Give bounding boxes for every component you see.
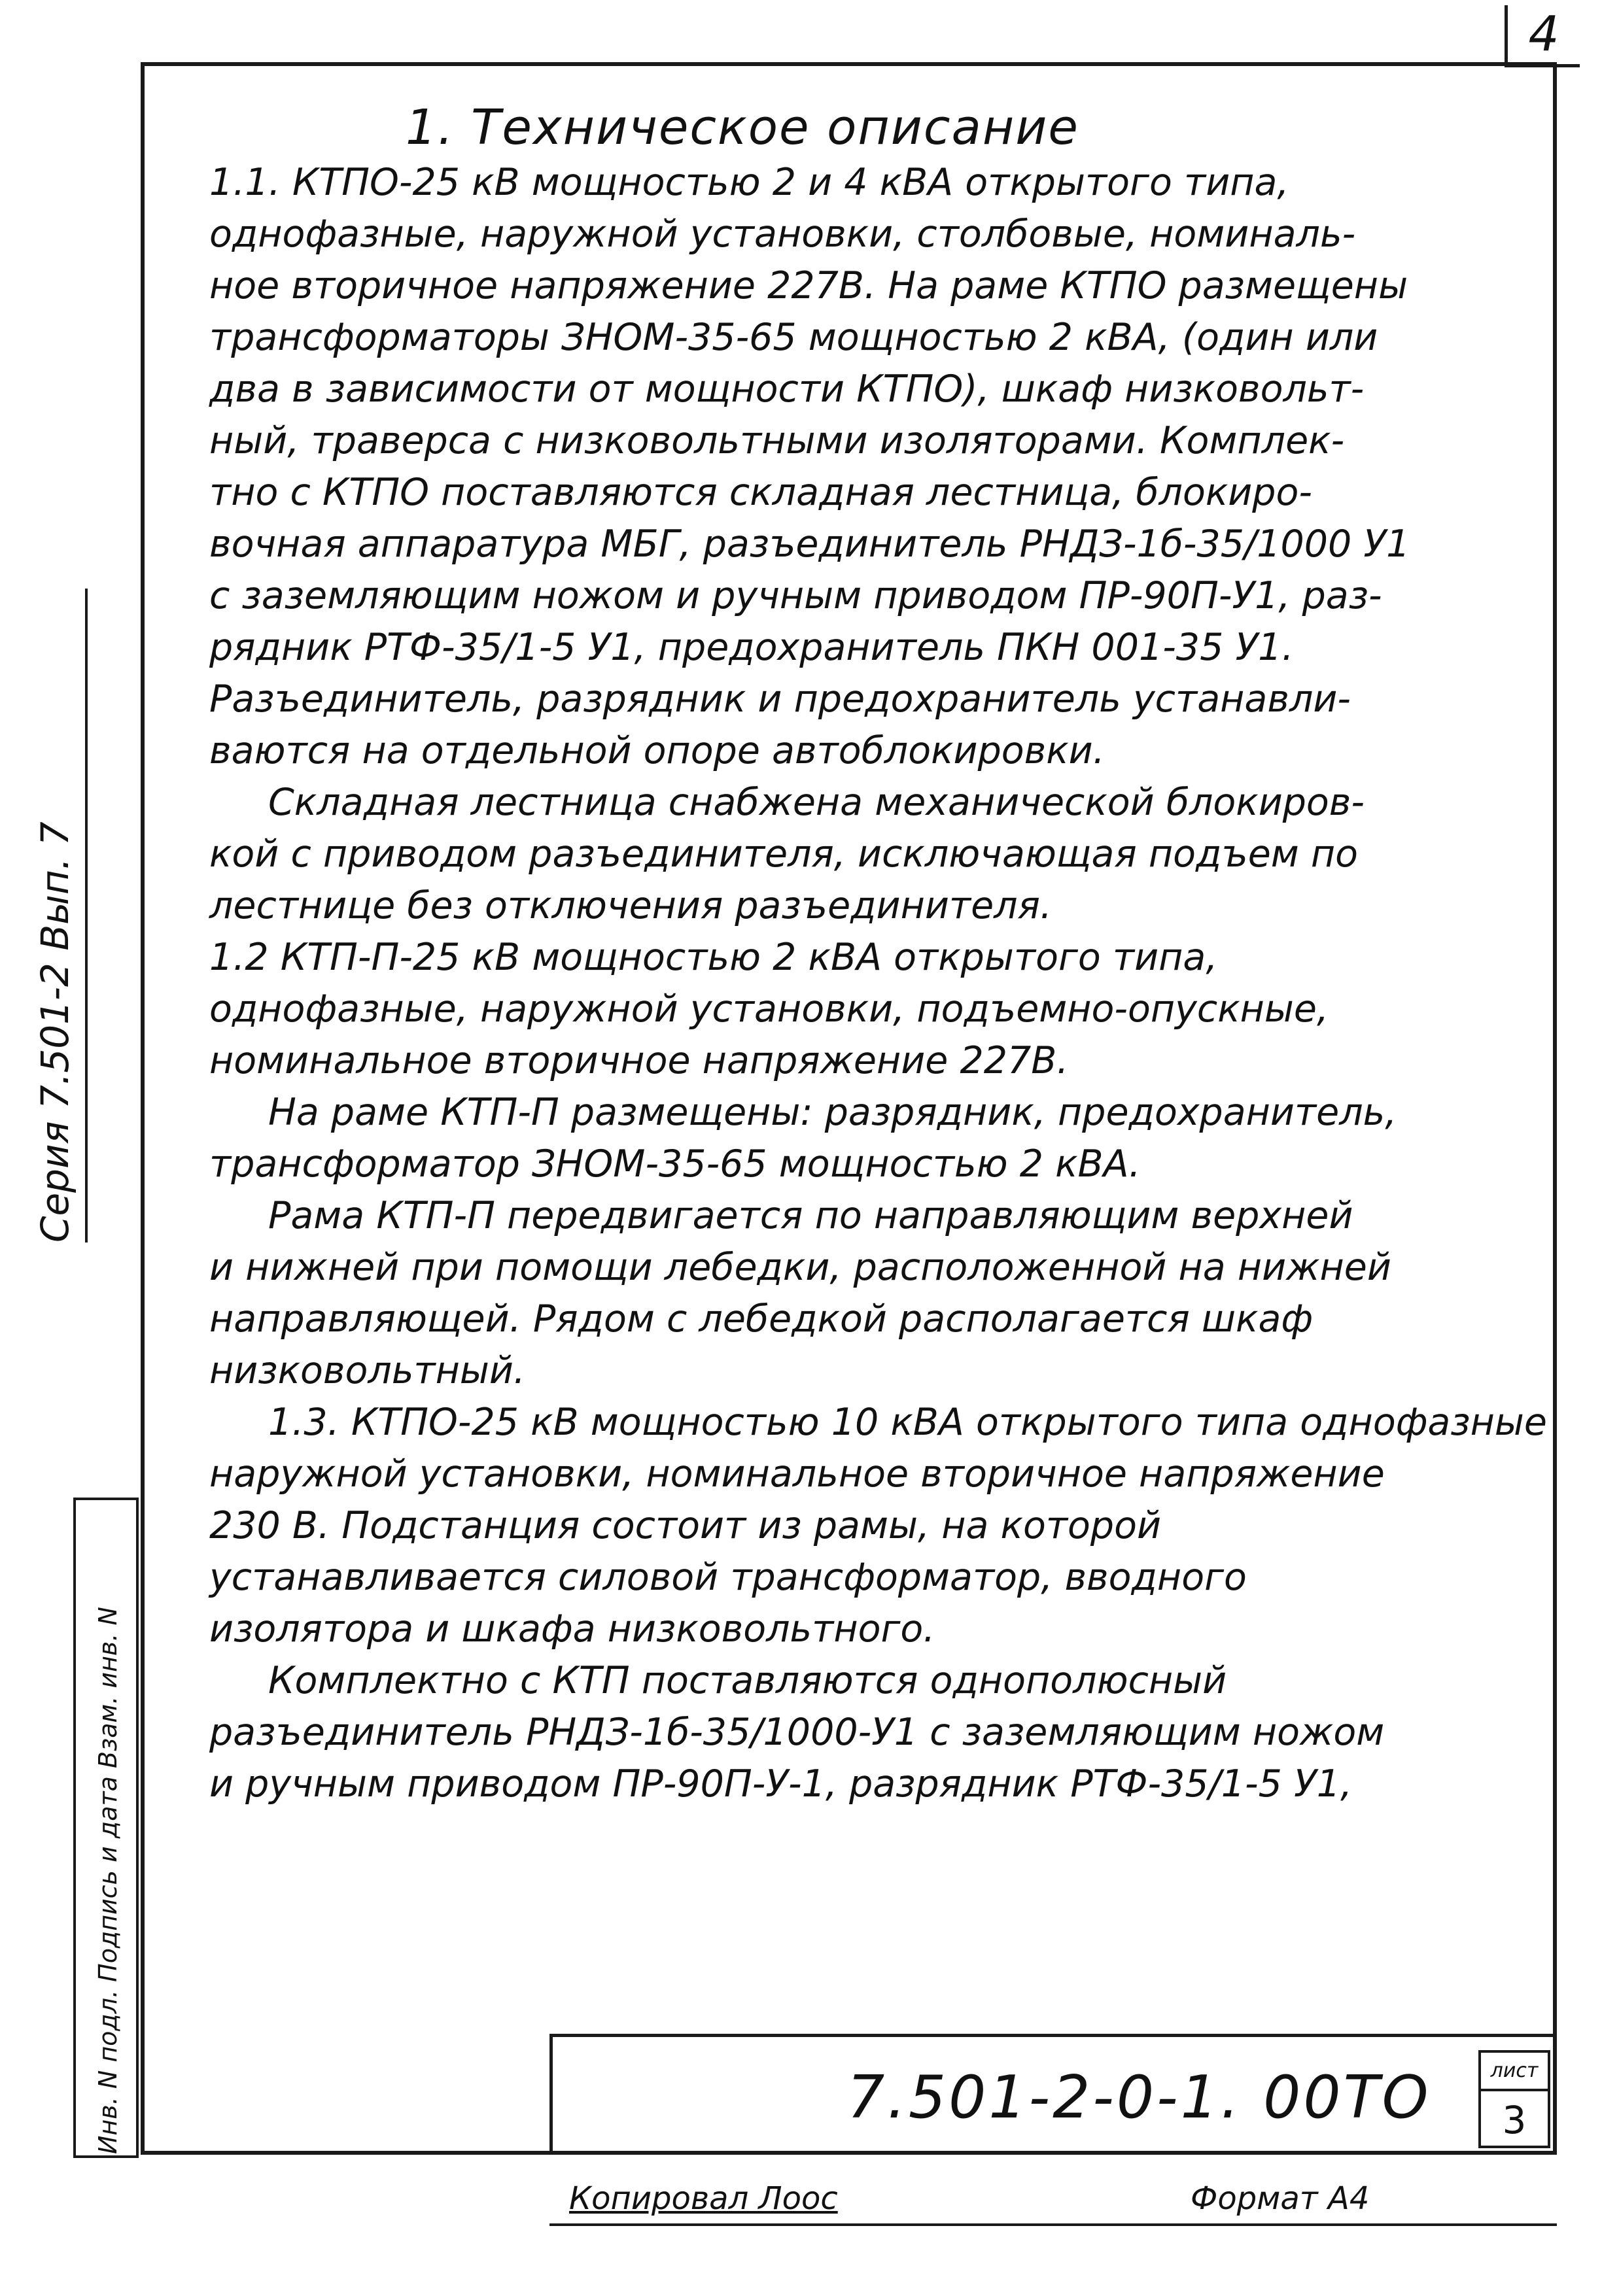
- text-line: 1.3. КТПО-25 кВ мощностью 10 кВА открытого типа однофазные: [268, 1401, 1548, 1444]
- text-line: и ручным приводом ПР-90П-У-1, разрядник РТФ-35/1-5 У1,: [209, 1762, 1353, 1806]
- text-line: низковольтный.: [209, 1349, 526, 1392]
- approval-strip: [73, 1498, 139, 2158]
- text-line: два в зависимости от мощности КТПО), шкаф низковольт-: [209, 368, 1365, 411]
- document-code: 7.501-2-0-1. 00ТО: [847, 2063, 1431, 2132]
- sheet-label: лист: [1481, 2053, 1548, 2091]
- text-line: и нижней при помощи лебедки, расположенной на нижней: [209, 1246, 1391, 1289]
- text-line: ное вторичное напряжение 227В. На раме КТПО размещены: [209, 264, 1408, 307]
- sheet-box: [1478, 2050, 1550, 2148]
- text-line: 230 В. Подстанция состоит из рамы, на которой: [209, 1504, 1162, 1547]
- text-line: вочная аппаратура МБГ, разъединитель РНДЗ-1б-35/1000 У1: [209, 523, 1410, 566]
- text-line: рядник РТФ-35/1-5 У1, предохранитель ПКН 001-35 У1.: [209, 626, 1294, 669]
- text-line: ваются на отдельной опоре автоблокировки.: [209, 729, 1105, 772]
- copied-by: Копировал Лоос: [569, 2180, 838, 2217]
- sheet-number: 3: [1502, 2098, 1527, 2142]
- text-line: однофазные, наружной установки, столбовые, номиналь-: [209, 213, 1356, 256]
- text-line: Рама КТП-П передвигается по направляющим верхней: [268, 1194, 1353, 1237]
- text-line: направляющей. Рядом с лебедкой располагается шкаф: [209, 1297, 1314, 1341]
- text-line: трансформатор ЗНОМ-35-65 мощностью 2 кВА.: [209, 1142, 1141, 1186]
- text-line: изолятора и шкафа низковольтного.: [209, 1607, 935, 1651]
- page-number: 4: [1505, 5, 1580, 67]
- text-line: На раме КТП-П размещены: разрядник, предохранитель,: [268, 1091, 1397, 1134]
- text-line: Складная лестница снабжена механической блокиров-: [268, 781, 1365, 824]
- text-line: 1.1. КТПО-25 кВ мощностью 2 и 4 кВА открытого типа,: [209, 161, 1289, 204]
- text-line: тно с КТПО поставляются складная лестница, блокиро-: [209, 471, 1312, 514]
- paper-format: Формат А4: [1191, 2180, 1370, 2217]
- document-body: [209, 157, 1548, 1810]
- text-line: с заземляющим ножом и ручным приводом ПР-90П-У1, раз-: [209, 574, 1382, 617]
- text-line: трансформаторы ЗНОМ-35-65 мощностью 2 кВА, (один или: [209, 316, 1378, 359]
- text-line: Разъединитель, разрядник и предохранитель устанавли-: [209, 677, 1351, 721]
- text-line: ный, траверса с низковольтными изоляторами. Комплек-: [209, 419, 1345, 462]
- approval-strip-text: Инв. N подл. Подпись и дата Взам. инв. N: [94, 1607, 122, 2154]
- text-line: однофазные, наружной установки, подъемно-опускные,: [209, 987, 1329, 1031]
- text-line: устанавливается силовой трансформатор, вводного: [209, 1556, 1247, 1599]
- text-line: наружной установки, номинальное вторичное напряжение: [209, 1452, 1385, 1496]
- series-label: Серия 7.501-2 Вып. 7: [33, 589, 88, 1242]
- text-line: 1.2 КТП-П-25 кВ мощностью 2 кВА открытого типа,: [209, 936, 1218, 979]
- text-line: кой с приводом разъединителя, исключающая подъем по: [209, 832, 1359, 876]
- section-title: 1. Техническое описание: [406, 99, 1079, 156]
- text-line: номинальное вторичное напряжение 227В.: [209, 1039, 1069, 1082]
- text-line: Комплектно с КТП поставляются однополюсный: [268, 1659, 1227, 1702]
- footer: [549, 2180, 1557, 2226]
- text-line: разъединитель РНДЗ-1б-35/1000-У1 с заземляющим ножом: [209, 1711, 1385, 1754]
- text-line: лестнице без отключения разъединителя.: [209, 884, 1053, 927]
- title-block: [549, 2034, 1557, 2155]
